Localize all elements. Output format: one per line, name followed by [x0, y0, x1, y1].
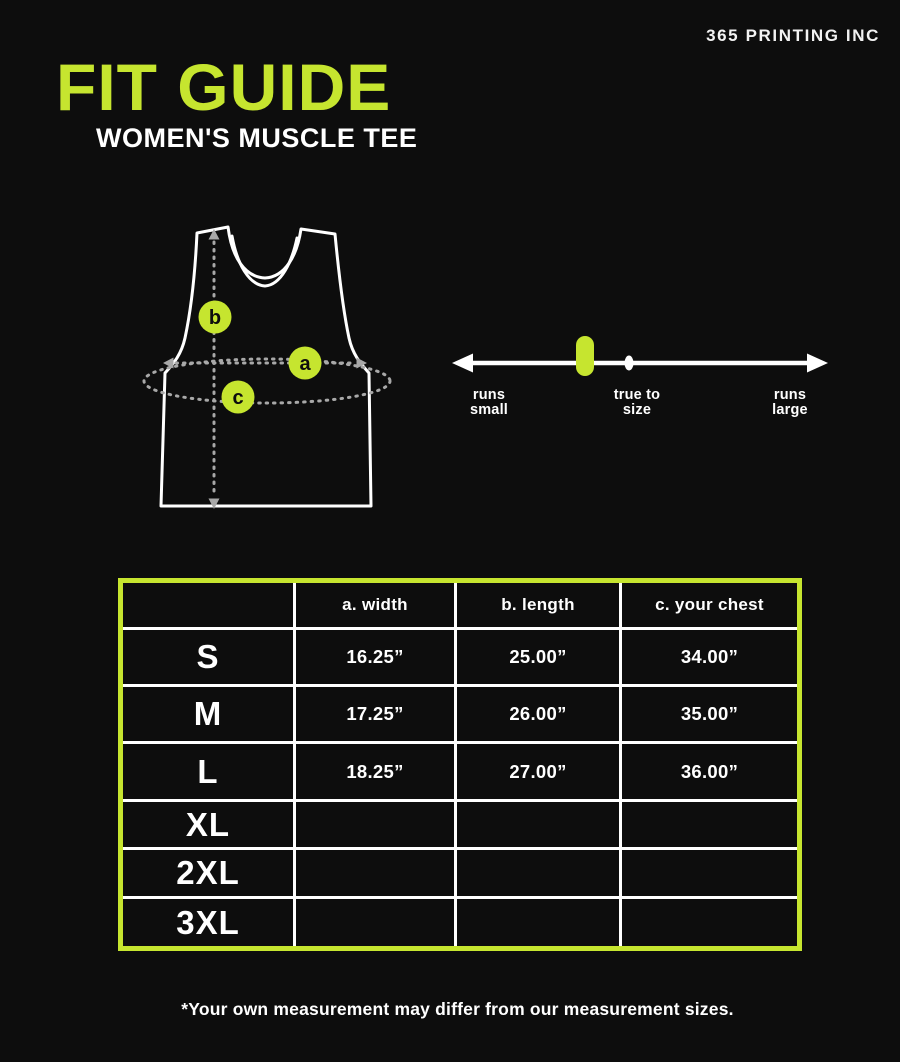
size-label: M [121, 686, 295, 743]
fit-scale-handle [576, 336, 594, 376]
chest-value [621, 801, 800, 849]
fit-scale-arrowhead-left [452, 354, 473, 373]
chest-value [621, 849, 800, 898]
table-row-l [121, 743, 800, 801]
length-value: 26.00” [456, 686, 621, 743]
table-row-2xl [121, 849, 800, 898]
table-row-3xl [121, 898, 800, 949]
width-value [295, 801, 456, 849]
width-value [295, 898, 456, 949]
chest-value: 34.00” [621, 629, 800, 686]
size-label: L [121, 743, 295, 801]
chest-value: 36.00” [621, 743, 800, 801]
length-value: 25.00” [456, 629, 621, 686]
length-value [456, 849, 621, 898]
length-value [456, 801, 621, 849]
fit-scale-graphic [450, 333, 830, 393]
size-label: XL [121, 801, 295, 849]
runs-large-label: runs large [772, 387, 808, 418]
chest-measure-ellipse [144, 359, 390, 403]
true-to-size-label: true to size [613, 387, 661, 418]
header-chest: c. your chest [621, 581, 800, 629]
size-table [118, 578, 802, 951]
width-value [295, 849, 456, 898]
width-value: 16.25” [295, 629, 456, 686]
page-title: FIT GUIDE [56, 50, 392, 124]
muscle-tee-outline-icon [132, 198, 402, 518]
header-size [121, 581, 295, 629]
fit-scale-center-tick [625, 356, 634, 371]
table-row-s [121, 629, 800, 686]
fit-scale-arrowhead-right [807, 354, 828, 373]
brand-name: 365 PRINTING INC [706, 26, 880, 45]
length-value: 27.00” [456, 743, 621, 801]
size-label: 3XL [121, 898, 295, 949]
length-value [456, 898, 621, 949]
table-row-xl [121, 801, 800, 849]
measurement-disclaimer: *Your own measurement may differ from our measurement sizes. [181, 999, 734, 1019]
chest-value [621, 898, 800, 949]
size-label: S [121, 629, 295, 686]
marker-b-label: b [208, 307, 222, 329]
marker-c-label: c [232, 387, 244, 409]
chest-value: 35.00” [621, 686, 800, 743]
fit-scale-labels [450, 388, 830, 424]
size-table-header-row [121, 581, 800, 629]
garment-diagram [132, 198, 402, 518]
width-value: 17.25” [295, 686, 456, 743]
header-width: a. width [295, 581, 456, 629]
fit-scale [450, 333, 830, 393]
size-label: 2XL [121, 849, 295, 898]
page-subtitle: WOMEN'S MUSCLE TEE [96, 123, 418, 153]
table-row-m [121, 686, 800, 743]
marker-a-label: a [299, 353, 311, 375]
width-value: 18.25” [295, 743, 456, 801]
runs-small-label: runs small [469, 387, 509, 418]
header-length: b. length [456, 581, 621, 629]
shirt-body-outline [161, 227, 371, 506]
